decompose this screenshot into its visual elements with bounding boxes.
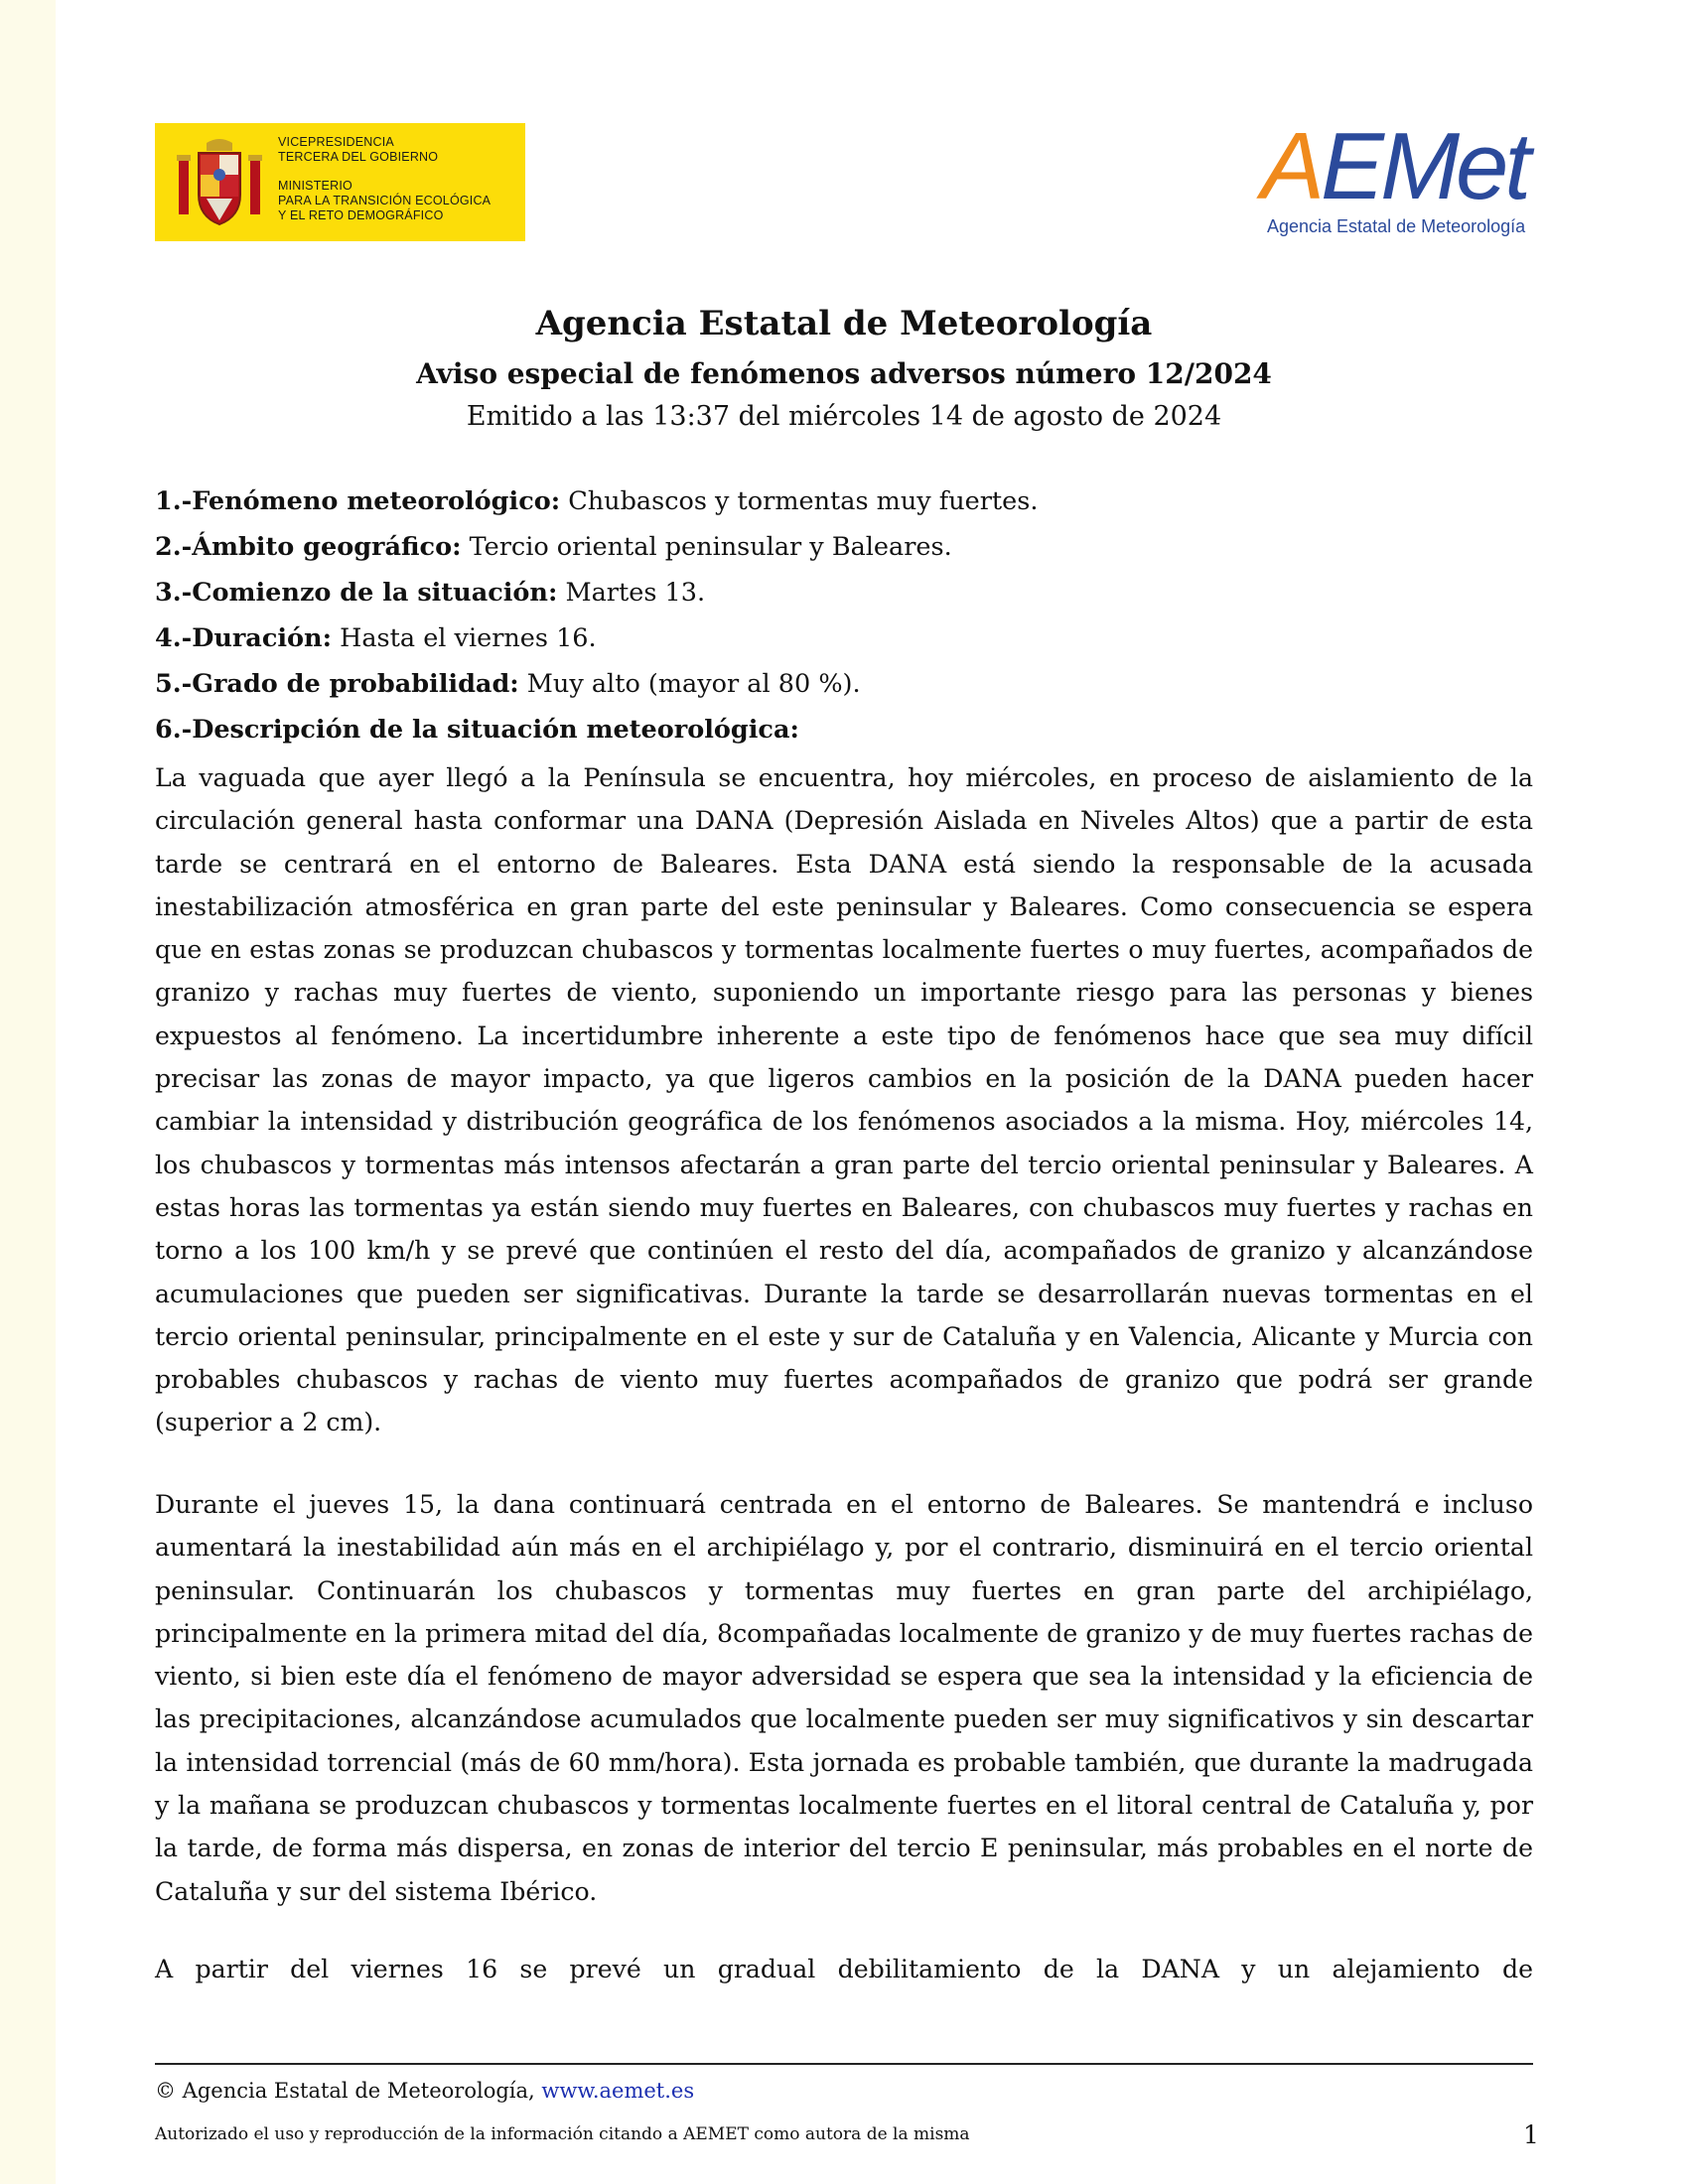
aviso-title: Aviso especial de fenómenos adversos número 12/2024 — [416, 357, 1272, 390]
emitido-line: Emitido a las 13:37 del miércoles 14 de agosto de 2024 — [466, 401, 1222, 432]
field-fenomeno — [155, 478, 1535, 524]
aemet-wordmark-rest: EMet — [1321, 113, 1528, 219]
field-label: 1.-Fenómeno meteorológico: — [155, 486, 561, 516]
description-paragraph-3: A partir del viernes 16 se prevé un gradual debilitamiento de la DANA y un alejamiento de — [155, 1955, 1533, 1983]
coat-of-arms-icon — [177, 137, 262, 228]
aemet-subtitle: Agencia Estatal de Meteorología — [1267, 216, 1526, 236]
gov-line: VICEPRESIDENCIA — [278, 135, 394, 149]
footer-divider — [155, 2063, 1533, 2065]
aemet-wordmark-a: A — [1261, 113, 1322, 219]
field-label: 6.-Descripción de la situación meteorológica: — [155, 715, 799, 745]
footer-copyright — [155, 2079, 694, 2103]
page-number: 1 — [1523, 2120, 1539, 2149]
field-descripcion — [155, 707, 1535, 752]
field-label: 3.-Comienzo de la situación: — [155, 578, 558, 608]
agency-title: Agencia Estatal de Meteorología — [535, 304, 1153, 343]
aemet-logo — [1261, 113, 1529, 246]
description-paragraph-1: La vaguada que ayer llegó a la Península se encuentra, hoy miércoles, en proceso de aislamiento de la circulación general hasta conformar una DANA (Depresión Aislada en Niveles Altos) que a partir de esta tarde se centrará en el entorno de Baleares. Esta DANA está siendo la responsable de la acusada inestabilización atmosférica en gran parte del este peninsular y Baleares. Como consecuencia se espera que en estas zonas se produzcan chubascos y tormentas localmente fuertes o muy fuertes, acompañados de granizo y rachas muy fuertes de viento, suponiendo un importante riesgo para las personas y bienes expuestos al fenómeno. La incertidumbre inherente a este tipo de fenómenos hace que sea muy difícil precisar las zonas de mayor impacto, ya que ligeros cambios en la posición de la DANA pueden hacer cambiar la intensidad y distribución geográfica de los fenómenos asociados a la misma. Hoy, miércoles 14, los chubascos y tormentas más intensos afectarán a gran parte del tercio oriental peninsular y Baleares. A estas horas las tormentas ya están siendo muy fuertes en Baleares, con chubascos muy fuertes y rachas en torno a los 100 km/h y se prevé que continúen el resto del día, acompañados de granizo y alcanzándose acumulaciones que pueden ser significativas. Durante la tarde se desarrollarán nuevas tormentas en el tercio oriental peninsular, principalmente en el este y sur de Cataluña y en Valencia, Alicante y Murcia con probables chubascos y rachas de viento muy fuertes acompañados de granizo que podrá ser grande (superior a 2 cm). — [155, 763, 1533, 1437]
field-duracion — [155, 615, 1535, 661]
field-value: Tercio oriental peninsular y Baleares. — [461, 532, 952, 562]
field-label: 2.-Ámbito geográfico: — [155, 532, 462, 562]
field-value: Martes 13. — [557, 578, 706, 608]
field-ambito — [155, 524, 1535, 570]
copyright-text: © Agencia Estatal de Meteorología, — [155, 2079, 542, 2103]
description-paragraph-2: Durante el jueves 15, la dana continuará centrada en el entorno de Baleares. Se mantendrá e incluso aumentará la inestabilidad aún más en el archipiélago y, por el contrario, disminuirá en el tercio oriental peninsular. Continuarán los chubascos y tormentas muy fuertes en gran parte del archipiélago, principalmente en la primera mitad del día, 8compañadas localmente de granizo y de muy fuertes rachas de viento, si bien este día el fenómeno de mayor adversidad se espera que sea la intensidad y la eficiencia de las precipitaciones, alcanzándose acumulados que localmente pueden ser muy significativos y sin descartar la intensidad torrencial (más de 60 mm/hora). Esta jornada es probable también, que durante la madrugada y la mañana se produzcan chubascos y tormentas localmente fuertes en el litoral central de Cataluña y, por la tarde, de forma más dispersa, en zonas de interior del tercio E peninsular, más probables en el norte de Cataluña y sur del sistema Ibérico. — [155, 1490, 1533, 1906]
field-value: Muy alto (mayor al 80 %). — [518, 669, 861, 699]
government-text — [278, 135, 491, 223]
gov-line: MINISTERIO — [278, 179, 352, 193]
government-logo — [155, 123, 525, 241]
footer-authorization: Autorizado el uso y reproducción de la información citando a AEMET como autora de la misma — [155, 2124, 970, 2144]
field-comienzo — [155, 570, 1535, 615]
field-probabilidad — [155, 661, 1535, 707]
gov-line: TERCERA DEL GOBIERNO — [278, 150, 439, 164]
field-value: Chubascos y tormentas muy fuertes. — [560, 486, 1039, 516]
field-label: 4.-Duración: — [155, 623, 332, 653]
aemet-wordmark — [1261, 113, 1528, 219]
field-value: Hasta el viernes 16. — [332, 623, 597, 653]
aemet-website-link[interactable]: www.aemet.es — [541, 2079, 695, 2103]
field-label: 5.-Grado de probabilidad: — [155, 669, 519, 699]
warning-fields — [155, 478, 1535, 752]
gov-line: Y EL RETO DEMOGRÁFICO — [278, 208, 444, 222]
gov-line: PARA LA TRANSICIÓN ECOLÓGICA — [278, 194, 492, 207]
